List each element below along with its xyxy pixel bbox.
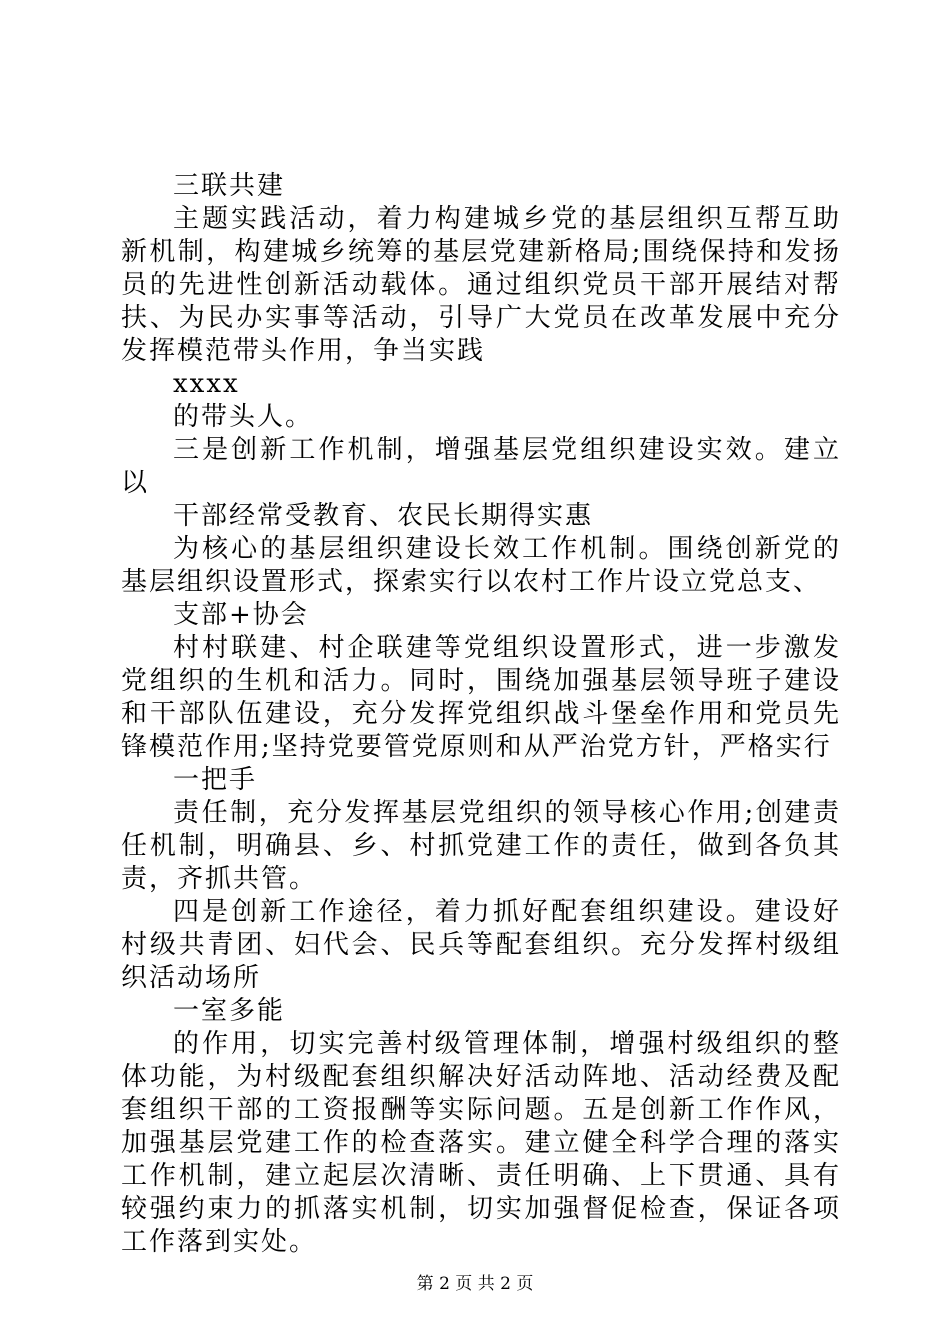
- paragraph-11: 责任制，充分发挥基层党组织的领导核心作用;创建责任机制，明确县、乡、村抓党建工作的责任，做到各负其责，齐抓共管。: [121, 798, 841, 894]
- paragraph-1: 三联共建: [173, 171, 286, 201]
- document-body: [121, 170, 841, 1259]
- page-footer: [0, 1273, 950, 1295]
- paragraph-10: 一把手: [173, 765, 258, 795]
- paragraph-3: xxxx: [173, 369, 240, 399]
- paragraph-12: 四是创新工作途径，着力抓好配套组织建设。建设好村级共青团、妇代会、民兵等配套组织。充分发挥村级组织活动场所: [121, 897, 841, 993]
- paragraph-9: 村村联建、村企联建等党组织设置形式，进一步激发党组织的生机和活力。同时，围绕加强基层领导班子建设和干部队伍建设，充分发挥党组织战斗堡垒作用和党员先锋模范作用;坚持党要管党原则和从严治党方针，严格实行: [121, 633, 841, 762]
- paragraph-4: 的带头人。: [173, 402, 314, 432]
- paragraph-13: 一室多能: [173, 996, 286, 1026]
- paragraph-6: 干部经常受教育、农民长期得实惠: [173, 501, 594, 531]
- paragraph-7: 为核心的基层组织建设长效工作机制。围绕创新党的基层组织设置形式，探索实行以农村工作片设立党总支、: [121, 534, 841, 597]
- paragraph-5: 三是创新工作机制，增强基层党组织建设实效。建立以: [121, 435, 841, 498]
- paragraph-14: 的作用，切实完善村级管理体制，增强村级组织的整体功能，为村级配套组织解决好活动阵地、活动经费及配套组织干部的工资报酬等实际问题。五是创新工作作风，加强基层党建工作的检查落实。建立健全科学合理的落实工作机制，建立起层次清晰、责任明确、上下贯通、具有较强约束力的抓落实机制，切实加强督促检查，保证各项工作落到实处。: [121, 1029, 841, 1257]
- paragraph-8: 支部+协会: [173, 600, 309, 630]
- paragraph-2: 主题实践活动，着力构建城乡党的基层组织互帮互助新机制，构建城乡统筹的基层党建新格局;围绕保持和发扬员的先进性创新活动载体。通过组织党员干部开展结对帮扶、为民办实事等活动，引导广大党员在改革发展中充分发挥模范带头作用，争当实践: [121, 204, 841, 366]
- page-number-label: 第 2 页 共 2 页: [416, 1274, 534, 1294]
